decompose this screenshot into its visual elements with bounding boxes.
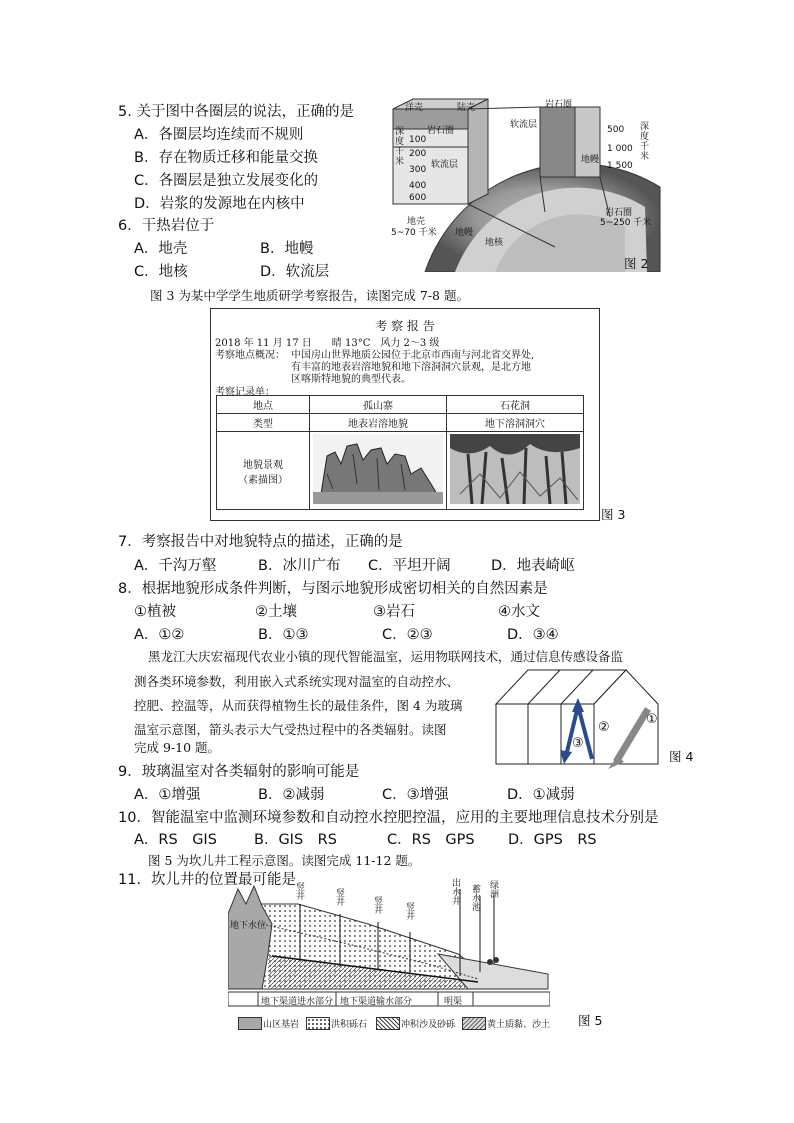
q5-option-a: A．各圈层均连续而不规则 [134,127,304,143]
tick-500: 500 [607,125,625,135]
label-lithosphere-top: 岩石圈 [545,100,573,110]
q5-option-b: B．存在物质迁移和能量交换 [134,150,318,166]
tick-1000: 1 000 [607,144,633,154]
intro-9-10-line4: 温室示意图，箭头表示大气受热过程中的各类辐射。读图 [134,722,447,737]
label-core: 地核 [485,238,504,248]
label-reservoir: 蓄水池 [472,885,482,913]
table-type-2: 地下溶洞洞穴 [447,414,584,432]
q10-option-c: C．RS GPS [387,832,475,848]
figure-4-label: 图 4 [669,749,694,764]
label-depth-right: 深度千米 [640,122,650,162]
label-shaft-1: 竖井 [296,883,306,902]
report-overview-label: 考察地点概况： [215,350,285,361]
q9-option-a: A．①增强 [134,787,201,803]
report-overview-line1: 中国房山世界地质公园位于北京市西南与河北省交界处, [291,350,535,361]
question-8-stem: 8．根据地貌形成条件判断，与图示地貌形成密切相关的自然因素是 [118,581,548,597]
q8-option-d: D．③④ [507,627,559,643]
report-overview-line2: 有丰富的地表岩溶地貌和地下溶洞洞穴景观，是北方地 [291,362,531,373]
q10-option-b: B．GIS RS [254,832,337,848]
karst-peaks-sketch [313,434,443,504]
legend-swatch-loess [462,1017,486,1030]
report-overview-line3: 区喀斯特地貌的典型代表。 [291,374,411,385]
q7-option-d: D．地表崎岖 [491,558,575,574]
karez-cross-section [228,881,550,1009]
label-continental-crust: 陆壳 [457,103,476,113]
radiation-label-1: ① [646,712,658,727]
label-intake-segment: 地下渠道进水部分 [261,997,334,1007]
greenhouse-diagram [488,664,668,774]
report-date-weather: 2018 年 11 月 17 日 晴 13°C 风力 2～3 级 [215,338,440,349]
tick-200: 200 [409,149,427,159]
legend-swatch-gravel [306,1017,330,1030]
intro-9-10-line3: 控肥、控温等，从而获得植物生长的最佳条件，图 4 为玻璃 [134,698,463,713]
q10-option-d: D．GPS RS [508,832,597,848]
legend-sand: 冲积沙及砂砾 [401,1020,456,1030]
q8-factor-4: ④水文 [498,604,540,620]
figure-3-report [210,308,600,521]
q8-option-b: B．①③ [258,627,309,643]
table-header-type: 类型 [217,414,310,432]
q6-option-c: C．地核 [134,264,188,280]
table-place-1: 孤山寨 [310,396,447,414]
label-shaft-2: 竖井 [336,889,346,908]
q5-option-c: C．各圈层是独立发展变化的 [134,173,319,189]
label-mantle: 地幔 [455,228,474,238]
table-sketch-2 [447,432,584,510]
radiation-label-3: ③ [572,736,584,751]
label-ocean-crust: 洋壳 [405,103,424,113]
figure-2 [385,97,675,272]
tick-1500: 1 500 [607,161,633,171]
label-depth-left: 深度千米 [395,127,405,167]
label-crust: 地壳 [407,217,426,227]
q8-option-a: A．①② [134,627,185,643]
table-place-2: 石花洞 [447,396,584,414]
question-5-stem: 5. 关于图中各圈层的说法，正确的是 [118,104,354,120]
label-lithosphere-left: 岩石圈 [427,126,455,136]
label-asthenosphere-left: 软流层 [431,160,459,170]
label-lithosphere-bottom: 岩石圈 [605,208,633,218]
question-9-stem: 9．玻璃温室对各类辐射的影响可能是 [118,764,360,780]
label-outlet-well: 出水井 [452,879,462,907]
figure-3-label: 图 3 [601,507,626,522]
cave-formation-sketch [450,434,580,504]
q7-option-b: B．冰川广布 [258,558,341,574]
q8-factor-3: ③岩石 [373,604,415,620]
intro-9-10-line2: 测各类环境参数，利用嵌入式系统实现对温室的自动控水、 [134,674,460,689]
label-shaft-3: 竖井 [374,897,384,916]
intro-9-10-line1: 黑龙江大庆宏福现代农业小镇的现代智能温室，运用物联网技术，通过信息传感设备监 [148,649,624,664]
figure-5-karez [228,879,550,1034]
figure-5-label: 图 5 [578,1013,603,1028]
q8-option-c: C．②③ [382,627,433,643]
label-crust-depth: 5~70 千米 [391,228,437,238]
landscape-label-1: 地貌景观 [243,459,283,471]
radiation-label-2: ② [598,720,610,735]
question-10-stem: 10．智能温室中监测环境参数和自动控水控肥控温，应用的主要地理信息技术分别是 [118,810,659,826]
q7-option-a: A．千沟万壑 [134,558,217,574]
table-header-landscape [217,432,310,510]
table-header-place: 地点 [217,396,310,414]
legend-gravel: 洪积砾石 [331,1020,368,1030]
label-water-table: 地下水位 [230,921,267,931]
q5-option-d: D．岩浆的发源地在内核中 [134,196,305,212]
landscape-label-2: （素描图） [238,474,288,486]
figure-5-legend [238,1014,558,1032]
legend-loess: 黄土质黏、沙土 [487,1020,551,1030]
label-shaft-4: 竖井 [406,903,416,922]
figure-2-label: 图 2 [624,256,649,271]
tick-100: 100 [409,135,427,145]
question-6-stem: 6．干热岩位于 [118,218,215,234]
q9-option-b: B．②减弱 [258,787,325,803]
q7-option-c: C．平坦开阔 [368,558,451,574]
question-7-stem: 7．考察报告中对地貌特点的描述，正确的是 [118,534,403,550]
label-asthenosphere-right: 软流层 [510,120,538,130]
label-oasis: 绿洲 [490,881,500,900]
intro-9-10-line5: 完成 9-10 题。 [134,740,221,755]
q6-option-d: D．软流层 [260,264,330,280]
label-lithosphere-depth: 5~250 千米 [600,218,652,228]
q8-factor-1: ①植被 [134,604,176,620]
table-type-1: 地表岩溶地貌 [310,414,447,432]
intro-11-12: 图 5 为坎儿井工程示意图。读图完成 11-12 题。 [148,853,421,868]
q10-option-a: A．RS GIS [134,832,217,848]
q9-option-d: D．①减弱 [507,787,575,803]
label-mantle-right: 地幔 [581,155,600,165]
label-conveyance-segment: 地下渠道输水部分 [340,997,413,1007]
figure-4-greenhouse [488,664,668,774]
q8-factor-2: ②土壤 [255,604,297,620]
report-records-label: 考察记录单： [215,387,275,398]
table-sketch-1 [310,432,447,510]
q6-option-b: B．地幔 [260,241,314,257]
legend-swatch-bedrock [238,1017,262,1030]
q9-option-c: C．③增强 [382,787,449,803]
question-11-stem: 11．坎儿井的位置最可能是 [118,872,296,888]
legend-bedrock: 山区基岩 [263,1020,300,1030]
report-title: 考 察 报 告 [375,319,435,333]
intro-7-8: 图 3 为某中学学生地质研学考察报告，读图完成 7-8 题。 [150,288,469,303]
label-open-channel: 明渠 [444,997,463,1007]
tick-300: 300 [409,165,427,175]
legend-swatch-sand [376,1017,400,1030]
q6-option-a: A．地壳 [134,241,188,257]
tick-600: 600 [409,193,427,203]
tick-400: 400 [409,181,427,191]
report-table [216,395,584,510]
